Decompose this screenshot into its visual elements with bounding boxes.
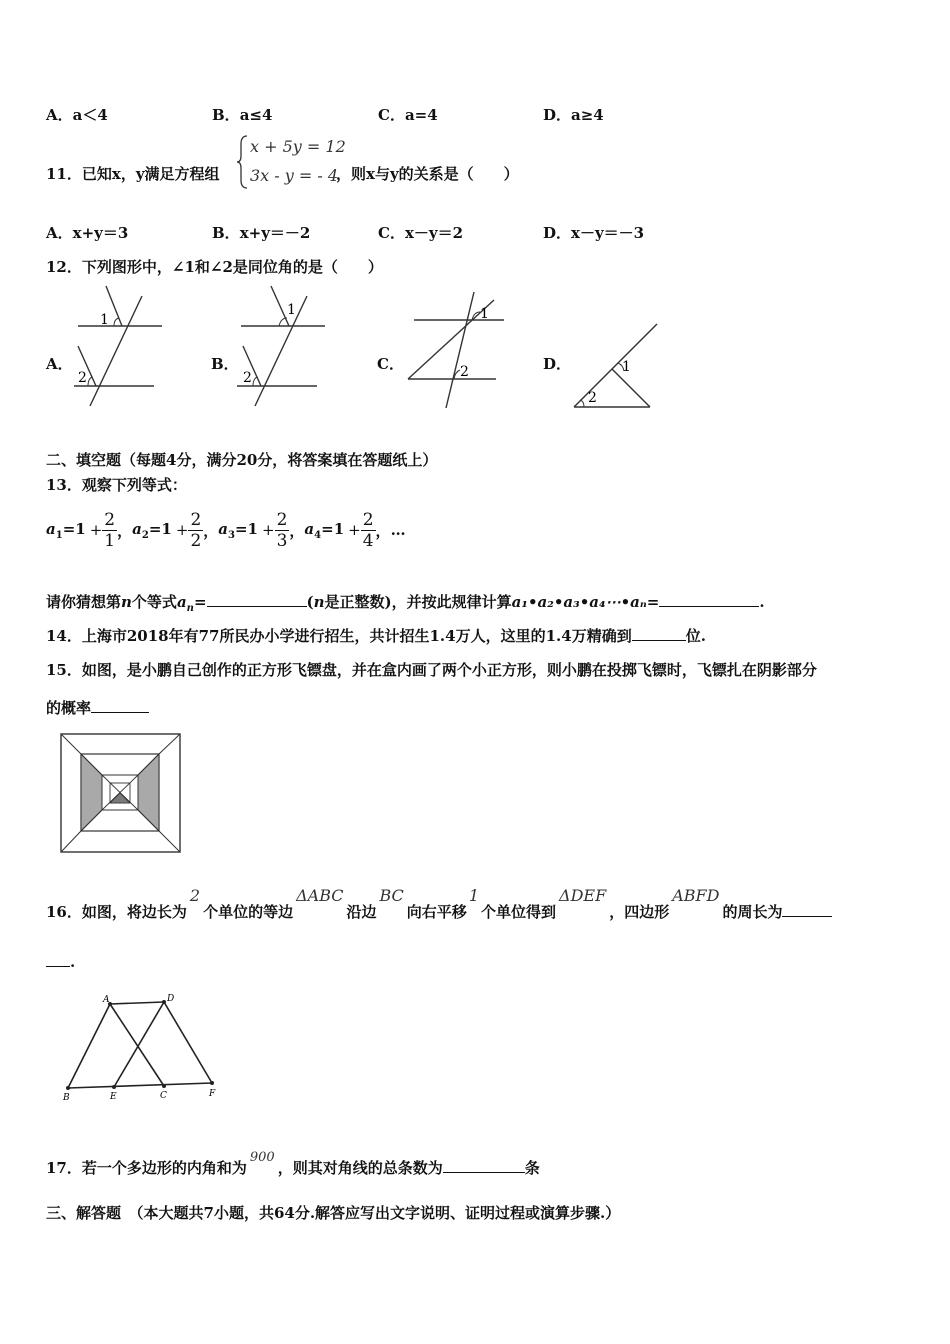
q13-title: 13．观察下列等式： — [46, 476, 187, 494]
q12-figure-b — [235, 282, 330, 412]
q13-frac-4: $\frac{2}{4}$ — [362, 509, 374, 551]
q12-b-label1: 1 — [287, 302, 296, 318]
q10-option-d: D．a≥4 — [543, 106, 604, 124]
q11-eq1: x + 5y = 12 — [250, 137, 346, 156]
q16-label-e: E — [110, 1092, 117, 1102]
q16-line1: 16．如图，将边长为2个单位的等边ΔABC沿边BC向右平移1个单位得到ΔDEF，四边形ABFD的周长为 — [46, 885, 832, 925]
q11-option-d: D．x－y＝－3 — [543, 224, 645, 242]
q15-line2: 的概率 — [46, 697, 149, 718]
q14-line: 14．上海市2018年有77所民办小学进行招生，共计招生1.4万人，这里的1.4万精确到 位. — [46, 627, 706, 645]
section3-title: 三、解答题 （本大题共7小题，共64分.解答应写出文字说明、证明过程或演算步骤.） — [46, 1204, 621, 1222]
q13-answer-blank-2[interactable] — [659, 592, 759, 607]
q11-eq2: 3x - y = - 4 — [250, 166, 339, 185]
q16-answer-blank-cont — [46, 952, 70, 967]
q17-line: 17．若一个多边形的内角和为900，则其对角线的总条数为 条 — [46, 1150, 540, 1177]
q12-d-label1: 1 — [622, 359, 631, 375]
q16-label-f: F — [209, 1089, 216, 1099]
q12-c-label2: 2 — [460, 364, 469, 380]
q11-option-a: A．x+y＝3 — [46, 224, 129, 242]
q16-figure — [60, 993, 225, 1101]
q15-dartboard-figure — [60, 733, 182, 853]
q13-frac-3: $\frac{2}{3}$ — [276, 509, 288, 551]
q14-answer-blank[interactable] — [632, 626, 686, 641]
q12-d-label2: 2 — [588, 390, 597, 406]
q11-brace — [236, 134, 250, 190]
q12-option-a-letter: A． — [46, 355, 73, 373]
q10-option-b: B．a≤4 — [212, 106, 273, 124]
q13-equations: $a_1=1$ + $\frac{2}{1}$ ， $a_2=1$ + $\frac{2}{2}$ ， $a_3=1$ + $\frac{2}{3}$ ， $a_4=1$ + $\frac{2}{4}$ ， … — [46, 509, 406, 551]
q12-option-b-letter: B． — [211, 355, 239, 373]
q11-suffix: ，则x与y的关系是（ ） — [336, 165, 519, 183]
q12-a-label2: 2 — [78, 370, 87, 386]
q13-term-2: $a_2=1$ — [132, 519, 172, 541]
q15-line1: 15．如图，是小鹏自己创作的正方形飞镖盘，并在盒内画了两个小正方形，则小鹏在投掷飞镖时，飞镖扎在阴影部分 — [46, 661, 817, 679]
q13-term-3: $a_3=1$ — [218, 519, 258, 541]
q11-option-c: C．x－y＝2 — [378, 224, 464, 242]
q16-label-c: C — [160, 1091, 167, 1101]
q10-option-a: A．a＜4 — [46, 106, 108, 124]
q16-label-d: D — [167, 994, 175, 1004]
q12-figure-d — [568, 318, 668, 413]
q16-line2: . — [46, 952, 75, 971]
q13-frac-2: $\frac{2}{2}$ — [190, 509, 202, 551]
q10-option-c: C．a=4 — [378, 106, 438, 124]
q12-option-c-letter: C． — [377, 355, 404, 373]
q12-a-label1: 1 — [100, 312, 109, 328]
q12-option-d-letter: D． — [543, 355, 572, 373]
q11-prefix: 11．已知x，y满足方程组 — [46, 165, 220, 183]
section2-title: 二、填空题（每题4分，满分20分，将答案填在答题纸上） — [46, 451, 438, 469]
q17-answer-blank[interactable] — [443, 1158, 525, 1173]
q12-stem: 12．下列图形中，∠1和∠2是同位角的是（ ） — [46, 258, 383, 276]
q15-answer-blank[interactable] — [91, 698, 149, 713]
q12-b-label2: 2 — [243, 370, 252, 386]
q11-option-b: B．x+y＝－2 — [212, 224, 311, 242]
q16-label-b: B — [63, 1093, 70, 1103]
q12-c-label1: 1 — [480, 306, 489, 322]
q16-label-a: A — [103, 995, 110, 1005]
q13-answer-blank-1[interactable] — [207, 592, 307, 607]
q12-figure-a — [70, 282, 165, 412]
q13-term-1: $a_1=1$ — [46, 519, 86, 541]
q13-guess-line: 请你猜想第n个等式$a_n= (n$是正整数)，并按此规律计算a₁•a₂•a₃•a₄⋯•aₙ= . — [46, 593, 765, 614]
q12-figure-c — [400, 282, 510, 412]
q13-term-4: $a_4=1$ — [304, 519, 345, 541]
q13-frac-1: $\frac{2}{1}$ — [104, 509, 116, 551]
q16-answer-blank[interactable] — [782, 902, 832, 917]
